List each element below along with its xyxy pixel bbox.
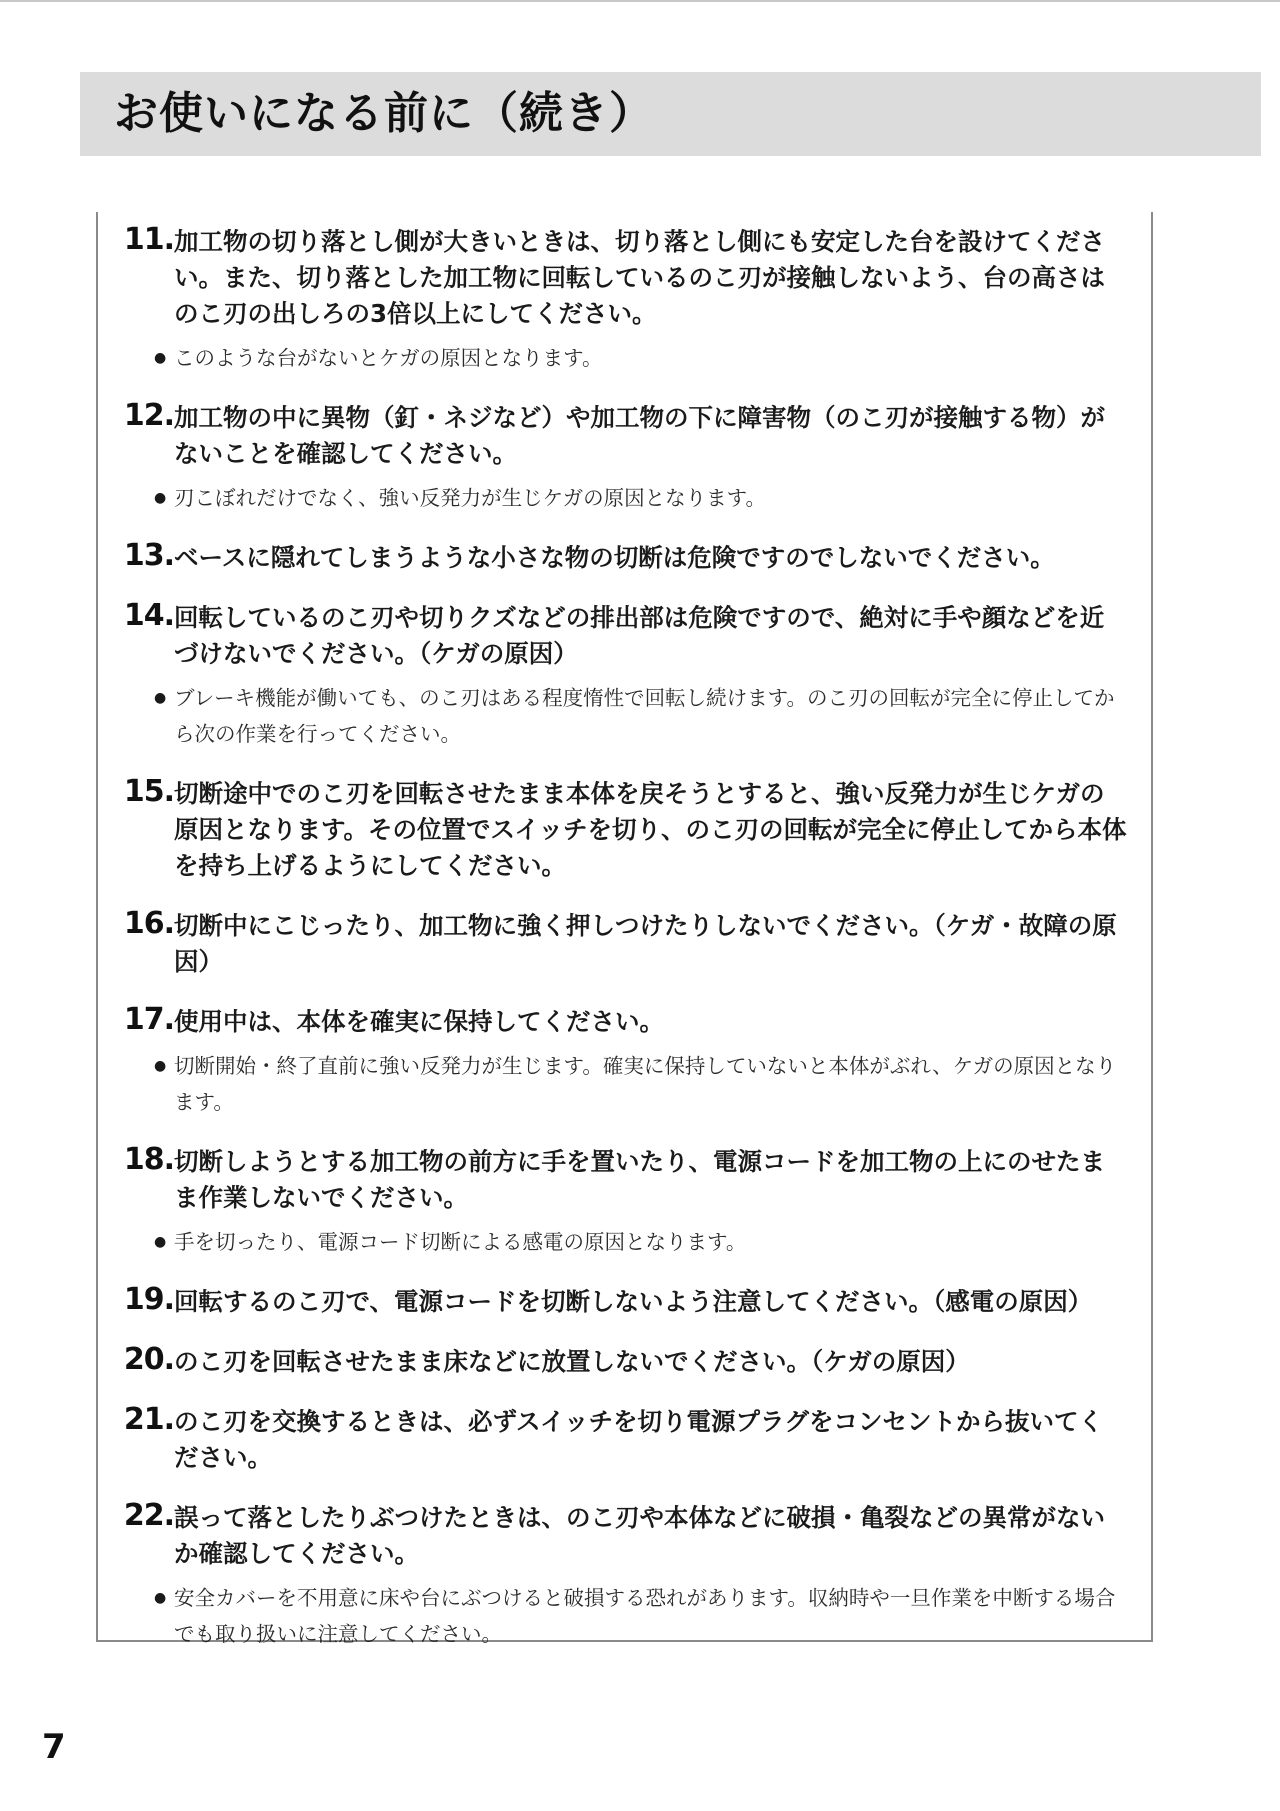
item-text: のこ刃を交換するときは、必ずスイッチを切り電源プラグをコンセントから抜いてください。: [174, 1407, 1104, 1472]
item-text: ベースに隠れてしまうような小さな物の切断は危険ですのでしないでください。: [174, 543, 1055, 572]
instruction-item-18: [118, 1144, 1127, 1260]
item-text: 加工物の中に異物（釘・ネジなど）や加工物の下に障害物（のこ刃が接触する物）がないことを確認してください。: [174, 403, 1105, 468]
item-number: 16.: [123, 906, 174, 941]
item-note: [154, 1224, 1127, 1260]
item-text: 誤って落としたりぶつけたときは、のこ刃や本体などに破損・亀裂などの異常がないか確認してください。: [174, 1503, 1105, 1568]
item-text: 回転するのこ刃で、電源コードを切断しないよう注意してください。（感電の原因）: [174, 1287, 1093, 1316]
item-note: [154, 1048, 1127, 1120]
item-note: [154, 1580, 1127, 1652]
item-text: 加工物の切り落とし側が大きいときは、切り落とし側にも安定した台を設けてください。また、切り落とした加工物に回転しているのこ刃が接触しないよう、台の高さはのこ刃の出しろの3倍以上にしてください。: [174, 227, 1105, 328]
item-number: 15.: [123, 774, 174, 809]
item-number: 22.: [123, 1498, 174, 1533]
item-text: 切断中にこじったり、加工物に強く押しつけたりしないでください。（ケガ・故障の原因）: [174, 911, 1117, 976]
bullet-icon: ●: [154, 690, 167, 706]
instruction-item-13: [118, 540, 1127, 576]
page-number: 7: [42, 1727, 66, 1767]
bullet-icon: ●: [154, 1234, 167, 1250]
bullet-icon: ●: [154, 1058, 167, 1074]
instruction-item-11: [118, 224, 1127, 376]
safety-instructions-box: [96, 212, 1153, 1646]
title-bar: [80, 72, 1261, 156]
item-note: [154, 680, 1127, 752]
item-note: [154, 480, 1127, 516]
instruction-item-12: [118, 400, 1127, 516]
instruction-item-20: [118, 1344, 1127, 1380]
bullet-icon: ●: [154, 1590, 167, 1606]
item-number: 19.: [123, 1282, 174, 1317]
item-text: 切断しようとする加工物の前方に手を置いたり、電源コードを加工物の上にのせたまま作業しないでください。: [174, 1147, 1105, 1212]
page-title: お使いになる前に（続き）: [114, 88, 654, 139]
item-number: 17.: [123, 1002, 174, 1037]
bullet-icon: ●: [154, 350, 167, 366]
note-text: ブレーキ機能が働いても、のこ刃はある程度惰性で回転し続けます。のこ刃の回転が完全に停止してから次の作業を行ってください。: [174, 686, 1115, 746]
item-number: 18.: [123, 1142, 174, 1177]
note-text: 安全カバーを不用意に床や台にぶつけると破損する恐れがあります。収納時や一旦作業を中断する場合でも取り扱いに注意してください。: [174, 1586, 1116, 1646]
note-text: 手を切ったり、電源コード切断による感電の原因となります。: [174, 1230, 747, 1254]
instruction-item-15: [118, 776, 1127, 884]
instruction-item-16: [118, 908, 1127, 980]
item-note: [154, 340, 1127, 376]
instruction-item-19: [118, 1284, 1127, 1320]
item-number: 14.: [123, 598, 174, 633]
item-number: 21.: [123, 1402, 174, 1437]
item-number: 13.: [123, 538, 174, 573]
instruction-item-17: [118, 1004, 1127, 1120]
item-number: 12.: [123, 398, 174, 433]
item-text: 使用中は、本体を確実に保持してください。: [174, 1007, 664, 1036]
item-text: のこ刃を回転させたまま床などに放置しないでください。（ケガの原因）: [174, 1347, 970, 1376]
note-text: 刃こぼれだけでなく、強い反発力が生じケガの原因となります。: [174, 486, 767, 510]
item-number: 11.: [123, 222, 174, 257]
top-rule: [0, 0, 1280, 2]
bullet-icon: ●: [154, 490, 167, 506]
item-text: 切断途中でのこ刃を回転させたまま本体を戻そうとすると、強い反発力が生じケガの原因となります。その位置でスイッチを切り、のこ刃の回転が完全に停止してから本体を持ち上げるようにしてください。: [174, 779, 1127, 880]
instruction-item-21: [118, 1404, 1127, 1476]
item-number: 20.: [123, 1342, 174, 1377]
note-text: 切断開始・終了直前に強い反発力が生じます。確実に保持していないと本体がぶれ、ケガの原因となります。: [174, 1054, 1117, 1114]
instruction-item-14: [118, 600, 1127, 752]
note-text: このような台がないとケガの原因となります。: [174, 346, 603, 370]
instruction-item-22: [118, 1500, 1127, 1652]
item-text: 回転しているのこ刃や切りクズなどの排出部は危険ですので、絶対に手や顔などを近づけないでください。（ケガの原因）: [174, 603, 1105, 668]
